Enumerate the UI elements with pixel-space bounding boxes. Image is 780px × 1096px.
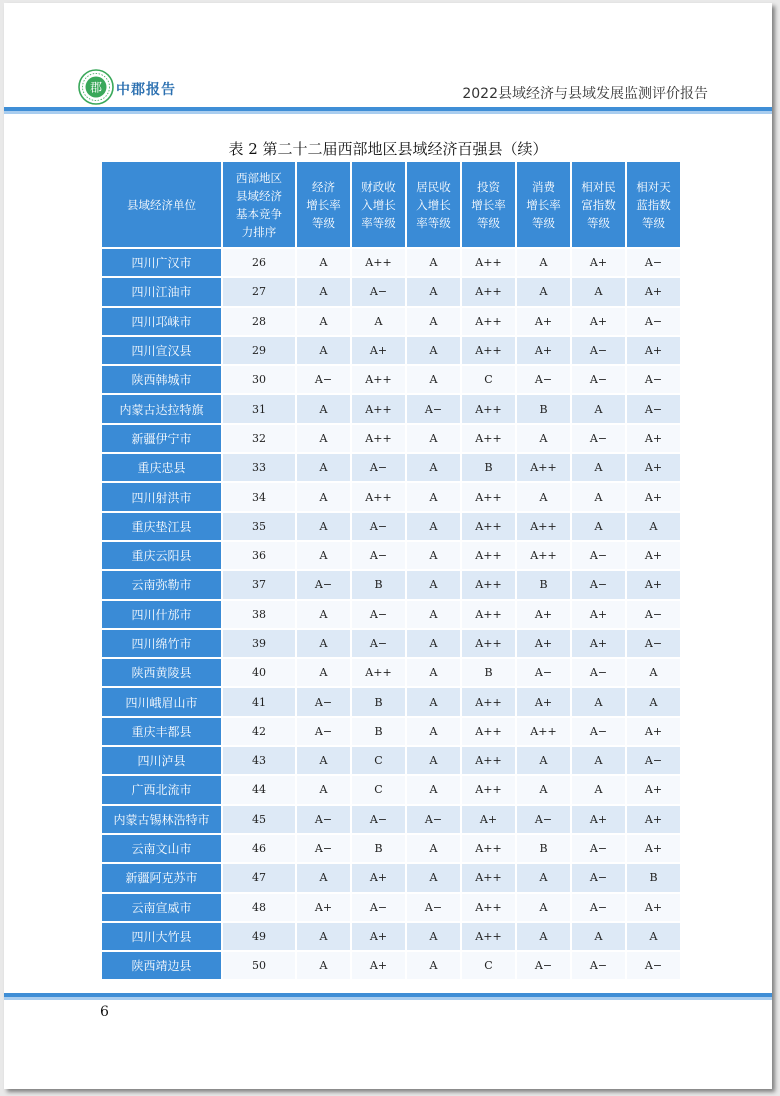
table-caption: 表 2 第二十二届西部地区县域经济百强县（续） xyxy=(228,140,548,158)
header-income-growth xyxy=(407,162,460,247)
grade-cell: A++ xyxy=(462,630,515,657)
rank-cell: 45 xyxy=(223,806,295,833)
region-name-cell: 四川绵竹市 xyxy=(102,630,221,657)
table-row xyxy=(102,894,680,921)
rank-cell: 36 xyxy=(223,542,295,569)
grade-cell: A xyxy=(407,835,460,862)
region-name-cell: 四川大竹县 xyxy=(102,923,221,950)
grade-cell: A− xyxy=(352,454,405,481)
grade-cell: A++ xyxy=(462,425,515,452)
grade-cell: A xyxy=(297,601,350,628)
header-line: 富指数 xyxy=(581,197,616,212)
table-header-row xyxy=(102,162,680,247)
grade-cell: A+ xyxy=(627,278,680,305)
header-rank xyxy=(223,162,295,247)
grade-cell: A− xyxy=(352,278,405,305)
rank-cell: 43 xyxy=(223,747,295,774)
grade-cell: A− xyxy=(517,952,570,979)
grade-cell: A xyxy=(407,659,460,686)
grade-cell: B xyxy=(517,571,570,598)
grade-cell: C xyxy=(352,776,405,803)
grade-cell: A++ xyxy=(352,249,405,276)
grade-cell: A− xyxy=(572,542,625,569)
grade-cell: A xyxy=(407,454,460,481)
grade-cell: A− xyxy=(572,894,625,921)
grade-cell: A xyxy=(572,278,625,305)
header-economic-growth xyxy=(297,162,350,247)
header-line: 居民收 xyxy=(416,179,451,194)
rank-cell: 26 xyxy=(223,249,295,276)
header-line: 相对民 xyxy=(581,179,616,194)
grade-cell: A xyxy=(627,659,680,686)
grade-cell: A xyxy=(572,688,625,715)
rank-cell: 34 xyxy=(223,483,295,510)
grade-cell: B xyxy=(462,659,515,686)
header-sky-index xyxy=(627,162,680,247)
grade-cell: A++ xyxy=(462,601,515,628)
grade-cell: A xyxy=(297,337,350,364)
grade-cell: A− xyxy=(297,835,350,862)
grade-cell: A xyxy=(572,923,625,950)
region-name-cell: 陕西韩城市 xyxy=(102,366,221,393)
grade-cell: C xyxy=(462,366,515,393)
grade-cell: A+ xyxy=(627,718,680,745)
grade-cell: A+ xyxy=(627,425,680,452)
grade-cell: A+ xyxy=(352,864,405,891)
grade-cell: A xyxy=(627,513,680,540)
header-line: 率等级 xyxy=(416,215,451,230)
grade-cell: A− xyxy=(297,688,350,715)
grade-cell: A+ xyxy=(627,776,680,803)
header-line: 蓝指数 xyxy=(636,197,671,212)
header-line: 入增长 xyxy=(416,197,451,212)
grade-cell: A− xyxy=(572,425,625,452)
table-row xyxy=(102,601,680,628)
grade-cell: A xyxy=(297,278,350,305)
header-investment-growth xyxy=(462,162,515,247)
grade-cell: B xyxy=(517,395,570,422)
grade-cell: A++ xyxy=(462,776,515,803)
grade-cell: A− xyxy=(297,718,350,745)
grade-cell: A− xyxy=(572,337,625,364)
header-line: 消费 xyxy=(532,179,555,194)
grade-cell: A xyxy=(572,776,625,803)
grade-cell: A xyxy=(407,483,460,510)
table-row xyxy=(102,249,680,276)
header-line: 等级 xyxy=(477,215,500,230)
region-name-cell: 新疆伊宁市 xyxy=(102,425,221,452)
grade-cell: A+ xyxy=(572,308,625,335)
region-name-cell: 重庆丰都县 xyxy=(102,718,221,745)
grade-cell: A++ xyxy=(462,395,515,422)
rank-cell: 32 xyxy=(223,425,295,452)
rank-cell: 28 xyxy=(223,308,295,335)
grade-cell: A+ xyxy=(627,806,680,833)
grade-cell: A xyxy=(407,542,460,569)
grade-cell: A xyxy=(407,366,460,393)
table-body xyxy=(102,249,680,979)
grade-cell: A xyxy=(352,308,405,335)
report-title: 2022县域经济与县域发展监测评价报告 xyxy=(462,86,708,102)
region-name-cell: 陕西黄陵县 xyxy=(102,659,221,686)
grade-cell: A xyxy=(297,747,350,774)
table-row xyxy=(102,542,680,569)
grade-cell: A− xyxy=(627,630,680,657)
rank-cell: 40 xyxy=(223,659,295,686)
region-name-cell: 重庆垫江县 xyxy=(102,513,221,540)
header-line: 基本竞争 xyxy=(236,206,282,221)
table-row xyxy=(102,483,680,510)
rank-cell: 44 xyxy=(223,776,295,803)
grade-cell: A+ xyxy=(517,688,570,715)
grade-cell: A+ xyxy=(517,630,570,657)
footer-divider xyxy=(4,993,772,1000)
grade-cell: A xyxy=(407,601,460,628)
grade-cell: A xyxy=(407,278,460,305)
grade-cell: A xyxy=(297,425,350,452)
region-name-cell: 四川泸县 xyxy=(102,747,221,774)
grade-cell: A+ xyxy=(352,923,405,950)
grade-cell: C xyxy=(352,747,405,774)
grade-cell: A− xyxy=(297,571,350,598)
grade-cell: A− xyxy=(572,571,625,598)
region-name-cell: 云南弥勒市 xyxy=(102,571,221,598)
grade-cell: A− xyxy=(572,659,625,686)
region-name-cell: 内蒙古达拉特旗 xyxy=(102,395,221,422)
grade-cell: A++ xyxy=(462,688,515,715)
table-row xyxy=(102,395,680,422)
grade-cell: A xyxy=(407,688,460,715)
grade-cell: A xyxy=(517,864,570,891)
table-row xyxy=(102,776,680,803)
grade-cell: A+ xyxy=(352,952,405,979)
table-row xyxy=(102,630,680,657)
grade-cell: B xyxy=(352,718,405,745)
logo-char: 郡 xyxy=(89,80,103,95)
grade-cell: A xyxy=(407,337,460,364)
rank-cell: 48 xyxy=(223,894,295,921)
grade-cell: A xyxy=(297,249,350,276)
grade-cell: A++ xyxy=(352,483,405,510)
grade-cell: A− xyxy=(627,366,680,393)
grade-cell: A xyxy=(407,249,460,276)
header-line: 力排序 xyxy=(241,224,277,239)
grade-cell: A++ xyxy=(462,337,515,364)
region-name-cell: 四川什邡市 xyxy=(102,601,221,628)
header-line: 县域经济单位 xyxy=(127,197,196,212)
header-divider xyxy=(4,107,772,114)
header-line: 财政收 xyxy=(361,179,396,194)
grade-cell: A xyxy=(517,894,570,921)
grade-cell: A− xyxy=(352,513,405,540)
grade-cell: A++ xyxy=(517,513,570,540)
grade-cell: A+ xyxy=(572,601,625,628)
grade-cell: A xyxy=(407,952,460,979)
grade-cell: A+ xyxy=(462,806,515,833)
table-row xyxy=(102,454,680,481)
region-name-cell: 重庆忠县 xyxy=(102,454,221,481)
rank-cell: 35 xyxy=(223,513,295,540)
header-wealth-index xyxy=(572,162,625,247)
header-line: 增长率 xyxy=(471,197,506,212)
grade-cell: A xyxy=(517,483,570,510)
grade-cell: A xyxy=(407,864,460,891)
header-region-unit xyxy=(102,162,221,247)
header-line: 等级 xyxy=(587,215,610,230)
grade-cell: A+ xyxy=(627,454,680,481)
header-line: 等级 xyxy=(312,215,335,230)
grade-cell: A++ xyxy=(462,864,515,891)
grade-cell: A− xyxy=(572,952,625,979)
rank-cell: 29 xyxy=(223,337,295,364)
region-name-cell: 陕西靖边县 xyxy=(102,952,221,979)
grade-cell: A++ xyxy=(462,542,515,569)
table-row xyxy=(102,747,680,774)
grade-cell: A− xyxy=(517,806,570,833)
ranking-table xyxy=(100,160,682,981)
region-name-cell: 新疆阿克苏市 xyxy=(102,864,221,891)
header-consumption-growth xyxy=(517,162,570,247)
grade-cell: A+ xyxy=(517,337,570,364)
table-row xyxy=(102,835,680,862)
grade-cell: A xyxy=(407,923,460,950)
grade-cell: A xyxy=(407,776,460,803)
header-line: 入增长 xyxy=(361,197,396,212)
grade-cell: A− xyxy=(352,630,405,657)
grade-cell: A xyxy=(517,776,570,803)
grade-cell: C xyxy=(462,952,515,979)
grade-cell: B xyxy=(352,835,405,862)
grade-cell: A xyxy=(572,395,625,422)
grade-cell: A xyxy=(407,425,460,452)
rank-cell: 50 xyxy=(223,952,295,979)
grade-cell: A xyxy=(517,425,570,452)
rank-cell: 46 xyxy=(223,835,295,862)
grade-cell: A+ xyxy=(627,483,680,510)
header-line: 西部地区 xyxy=(236,170,282,185)
grade-cell: A xyxy=(407,747,460,774)
table-row xyxy=(102,337,680,364)
region-name-cell: 四川广汉市 xyxy=(102,249,221,276)
grade-cell: A++ xyxy=(352,659,405,686)
grade-cell: B xyxy=(352,571,405,598)
region-name-cell: 云南宣威市 xyxy=(102,894,221,921)
header-fiscal-growth xyxy=(352,162,405,247)
grade-cell: A− xyxy=(572,835,625,862)
region-name-cell: 四川江油市 xyxy=(102,278,221,305)
grade-cell: A− xyxy=(627,395,680,422)
grade-cell: A++ xyxy=(462,718,515,745)
grade-cell: A++ xyxy=(462,835,515,862)
grade-cell: A xyxy=(407,718,460,745)
header-line: 投资 xyxy=(477,179,500,194)
region-name-cell: 四川峨眉山市 xyxy=(102,688,221,715)
grade-cell: A xyxy=(297,659,350,686)
header-line: 增长率 xyxy=(526,197,561,212)
table-row xyxy=(102,923,680,950)
region-name-cell: 内蒙古锡林浩特市 xyxy=(102,806,221,833)
grade-cell: A xyxy=(517,747,570,774)
table-row xyxy=(102,864,680,891)
grade-cell: A+ xyxy=(517,601,570,628)
grade-cell: A− xyxy=(572,718,625,745)
grade-cell: A+ xyxy=(627,835,680,862)
logo-text: 中郡报告 xyxy=(116,82,176,98)
grade-cell: B xyxy=(517,835,570,862)
grade-cell: A+ xyxy=(627,571,680,598)
grade-cell: A− xyxy=(297,366,350,393)
grade-cell: A+ xyxy=(517,308,570,335)
grade-cell: A xyxy=(297,952,350,979)
grade-cell: A− xyxy=(352,601,405,628)
grade-cell: A xyxy=(297,308,350,335)
grade-cell: A xyxy=(572,454,625,481)
region-name-cell: 四川邛崃市 xyxy=(102,308,221,335)
grade-cell: A++ xyxy=(462,571,515,598)
grade-cell: A− xyxy=(517,366,570,393)
header-line: 率等级 xyxy=(361,215,396,230)
rank-cell: 30 xyxy=(223,366,295,393)
table-row xyxy=(102,366,680,393)
grade-cell: A+ xyxy=(627,894,680,921)
table-row xyxy=(102,806,680,833)
grade-cell: A− xyxy=(352,806,405,833)
grade-cell: A xyxy=(572,483,625,510)
grade-cell: A− xyxy=(407,894,460,921)
table-row xyxy=(102,308,680,335)
table-row xyxy=(102,718,680,745)
grade-cell: A xyxy=(297,395,350,422)
rank-cell: 27 xyxy=(223,278,295,305)
grade-cell: A xyxy=(572,513,625,540)
region-name-cell: 四川射洪市 xyxy=(102,483,221,510)
grade-cell: A xyxy=(297,864,350,891)
grade-cell: A xyxy=(297,454,350,481)
document-page xyxy=(4,3,772,1089)
table-row xyxy=(102,278,680,305)
grade-cell: A xyxy=(407,513,460,540)
table-row xyxy=(102,688,680,715)
grade-cell: A+ xyxy=(627,542,680,569)
region-name-cell: 广西北流市 xyxy=(102,776,221,803)
grade-cell: A++ xyxy=(352,425,405,452)
page-number: 6 xyxy=(100,1004,109,1020)
header-line: 经济 xyxy=(312,179,335,194)
grade-cell: A xyxy=(407,630,460,657)
grade-cell: A++ xyxy=(462,308,515,335)
rank-cell: 41 xyxy=(223,688,295,715)
grade-cell: A− xyxy=(627,249,680,276)
grade-cell: A− xyxy=(627,747,680,774)
header-line: 县域经济 xyxy=(236,188,282,203)
grade-cell: A xyxy=(407,308,460,335)
region-name-cell: 重庆云阳县 xyxy=(102,542,221,569)
grade-cell: A++ xyxy=(462,747,515,774)
grade-cell: B xyxy=(352,688,405,715)
grade-cell: A++ xyxy=(462,278,515,305)
grade-cell: A− xyxy=(627,601,680,628)
grade-cell: A xyxy=(407,571,460,598)
grade-cell: A+ xyxy=(572,630,625,657)
zhongjun-logo-icon xyxy=(78,69,114,105)
rank-cell: 33 xyxy=(223,454,295,481)
grade-cell: A++ xyxy=(517,718,570,745)
grade-cell: A xyxy=(297,630,350,657)
table-row xyxy=(102,659,680,686)
grade-cell: A− xyxy=(407,395,460,422)
grade-cell: A+ xyxy=(572,249,625,276)
grade-cell: A++ xyxy=(462,894,515,921)
grade-cell: B xyxy=(627,864,680,891)
region-name-cell: 四川宣汉县 xyxy=(102,337,221,364)
rank-cell: 37 xyxy=(223,571,295,598)
region-name-cell: 云南文山市 xyxy=(102,835,221,862)
grade-cell: A− xyxy=(627,308,680,335)
grade-cell: A xyxy=(517,278,570,305)
grade-cell: A xyxy=(572,747,625,774)
grade-cell: A+ xyxy=(297,894,350,921)
grade-cell: A− xyxy=(572,864,625,891)
grade-cell: A+ xyxy=(352,337,405,364)
header-line: 增长率 xyxy=(306,197,341,212)
grade-cell: A xyxy=(297,923,350,950)
rank-cell: 38 xyxy=(223,601,295,628)
rank-cell: 31 xyxy=(223,395,295,422)
grade-cell: A xyxy=(297,513,350,540)
grade-cell: A− xyxy=(627,952,680,979)
grade-cell: A++ xyxy=(352,395,405,422)
grade-cell: A xyxy=(517,249,570,276)
grade-cell: A++ xyxy=(462,483,515,510)
grade-cell: A− xyxy=(572,366,625,393)
rank-cell: 42 xyxy=(223,718,295,745)
grade-cell: A xyxy=(297,542,350,569)
grade-cell: A++ xyxy=(462,923,515,950)
grade-cell: A++ xyxy=(352,366,405,393)
rank-cell: 47 xyxy=(223,864,295,891)
grade-cell: A− xyxy=(352,894,405,921)
grade-cell: B xyxy=(462,454,515,481)
rank-cell: 49 xyxy=(223,923,295,950)
header-line: 等级 xyxy=(532,215,555,230)
grade-cell: A xyxy=(627,688,680,715)
header-line: 相对天 xyxy=(636,179,671,194)
table-row xyxy=(102,513,680,540)
table-row xyxy=(102,952,680,979)
grade-cell: A xyxy=(627,923,680,950)
header-line: 等级 xyxy=(642,215,665,230)
grade-cell: A xyxy=(297,483,350,510)
grade-cell: A+ xyxy=(627,337,680,364)
grade-cell: A xyxy=(517,923,570,950)
rank-cell: 39 xyxy=(223,630,295,657)
grade-cell: A++ xyxy=(517,542,570,569)
table-row xyxy=(102,571,680,598)
grade-cell: A− xyxy=(407,806,460,833)
grade-cell: A++ xyxy=(462,249,515,276)
grade-cell: A− xyxy=(352,542,405,569)
grade-cell: A− xyxy=(297,806,350,833)
grade-cell: A− xyxy=(517,659,570,686)
grade-cell: A++ xyxy=(517,454,570,481)
grade-cell: A++ xyxy=(462,513,515,540)
grade-cell: A xyxy=(297,776,350,803)
table-row xyxy=(102,425,680,452)
grade-cell: A+ xyxy=(572,806,625,833)
